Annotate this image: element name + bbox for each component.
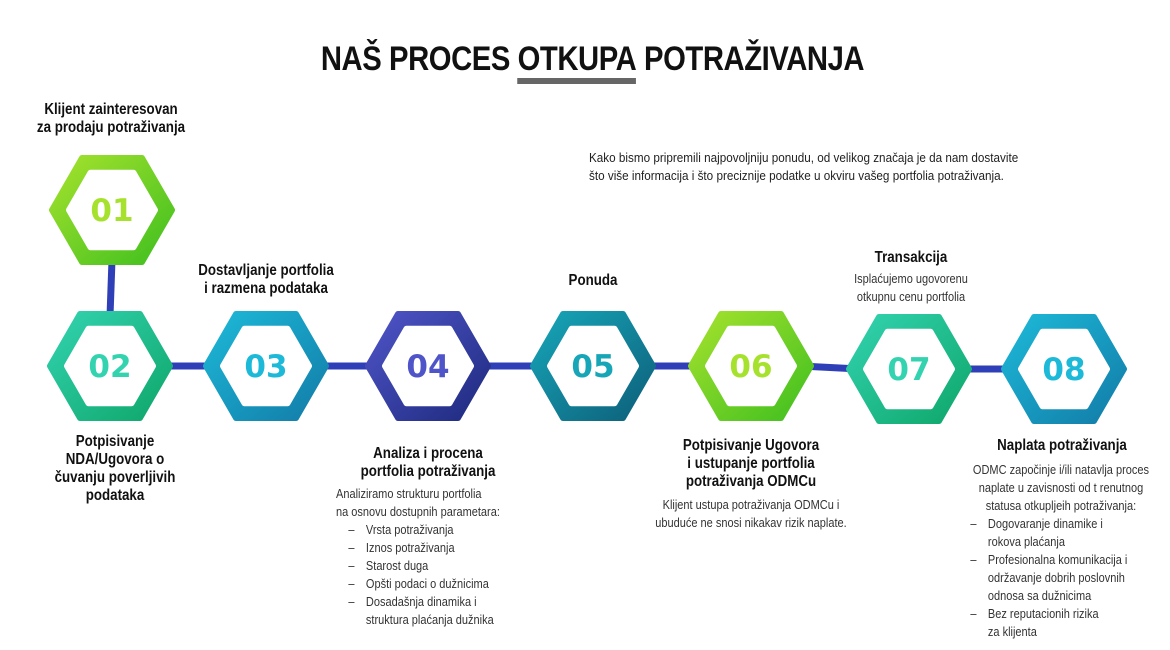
title-part-1: NAŠ PROCES <box>320 40 518 78</box>
step-number: 05 <box>571 349 615 385</box>
step-01-label: Klijent zainteresovan za prodaju potraživanja <box>36 101 186 136</box>
step-06-label: Potpisivanje Ugovora i ustupanje portfolia potraživanja ODMCu <box>682 437 820 490</box>
list-item: – Iznos potraživanja <box>336 539 547 557</box>
step-08-bullets <box>958 515 1169 641</box>
step-07-hexagon <box>849 317 969 421</box>
list-item: – Vrsta potraživanja <box>336 521 547 539</box>
step-02-hexagon <box>50 314 170 418</box>
step-number: 02 <box>88 349 132 385</box>
step-04-description: Analiziramo strukturu portfolia na osnovu dostupnih parametara: – Vrsta potraživanja – Iznos potraživanja – Starost duga – Opšti podaci o dužnicima – Dosadašnja dinamika i struktura plaćanja dužnika <box>336 485 547 629</box>
step-number: 01 <box>90 193 134 229</box>
step-07-description: Isplaćujemo ugovorenu otkupnu cenu portfolia <box>854 272 968 304</box>
step-04-label: Analiza i procena portfolia potraživanja <box>360 445 496 480</box>
list-item: – Starost duga <box>336 557 547 575</box>
step-03-label: Dostavljanje portfolia i razmena podataka <box>198 262 334 297</box>
step-01-hexagon <box>52 158 172 262</box>
step-number: 08 <box>1042 352 1086 388</box>
step-02-label: Potpisivanje NDA/Ugovora o čuvanju poverljivih podataka <box>54 433 176 504</box>
list-item: – Dosadašnja dinamika i struktura plaćanja dužnika <box>336 593 547 629</box>
step-number: 04 <box>406 349 450 385</box>
list-item: – Bez reputacionih rizika za klijenta <box>958 605 1169 641</box>
list-item: – Profesionalna komunikacija i održavanje dobrih poslovnih odnosa sa dužnicima <box>958 551 1169 605</box>
step-05-hexagon <box>533 314 653 418</box>
step-05-label: Ponuda <box>568 272 618 289</box>
step-number: 03 <box>244 349 288 385</box>
title-underlined-word: OTKUPA <box>517 40 637 78</box>
step-number: 07 <box>887 352 931 388</box>
step-08-hexagon <box>1004 317 1124 421</box>
step-08-description: ODMC započinje i/ili natavlja proces naplate u zavisnosti od t renutnog statusa otkupljeih potraživanja: – Dogovaranje dinamike i rokova plaćanja – Profesionalna komunikacija i održavanje dobrih poslovnih odnosa sa dužnicima – Bez reputacionih rizika za klijenta <box>958 461 1169 641</box>
step-03-hexagon <box>206 314 326 418</box>
list-item: – Opšti podaci o dužnicima <box>336 575 547 593</box>
intro-line-1: Kako bismo pripremili najpovoljniju ponudu, od velikog značaja je da nam dostavite <box>589 150 1019 165</box>
intro-line-2: što više informacija i što preciznije podatke u okviru vašeg portfolia potraživanja. <box>589 168 1004 183</box>
step-06-hexagon <box>691 314 811 418</box>
step-number: 06 <box>729 349 773 385</box>
list-item: – Dogovaranje dinamike i rokova plaćanja <box>958 515 1169 551</box>
step-04-hexagon <box>368 314 488 418</box>
connector-line <box>110 260 112 316</box>
step-08-label: Naplata potraživanja <box>997 437 1127 454</box>
step-06-description: Klijent ustupa potraživanja ODMCu i ubuduće ne snosi nikakav rizik naplate. <box>655 498 847 530</box>
title-part-2: POTRAŽIVANJA <box>636 40 865 78</box>
step-07-label: Transakcija <box>874 249 948 266</box>
step-04-bullets <box>336 521 547 629</box>
